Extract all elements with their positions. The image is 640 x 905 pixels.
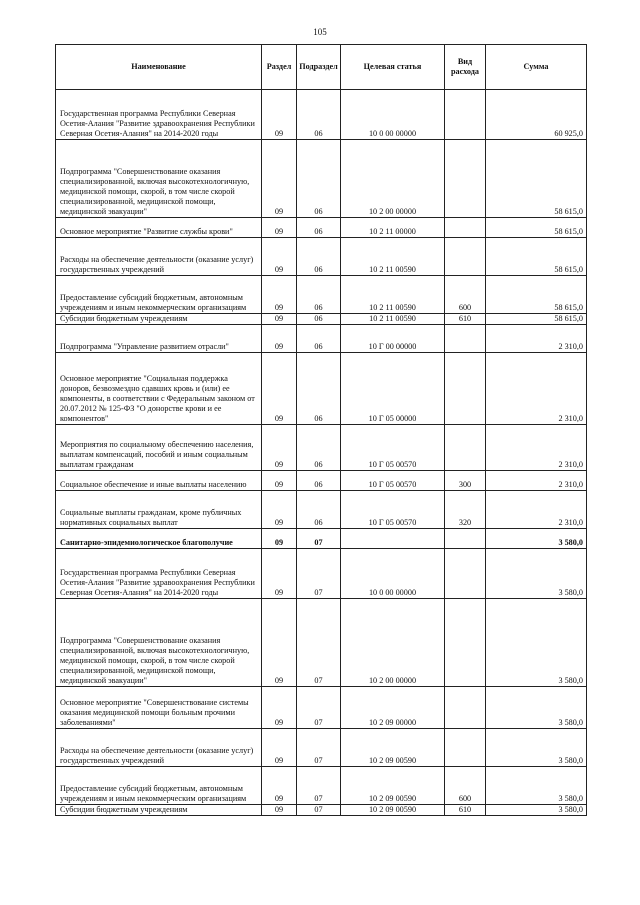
row-name: Санитарно-эпидемиологическое благополучие (56, 529, 262, 549)
row-sum: 58 615,0 (486, 140, 587, 218)
row-section: 09 (262, 687, 297, 729)
row-section: 09 (262, 276, 297, 314)
row-expense-type (445, 425, 486, 471)
row-sum: 3 580,0 (486, 767, 587, 805)
row-expense-type: 600 (445, 276, 486, 314)
row-expense-type (445, 353, 486, 425)
header-subsection: Подраздел (297, 45, 341, 90)
table-row (56, 767, 587, 805)
row-name: Предоставление субсидий бюджетным, автономным учреждениям и иным некоммерческим организациям (56, 276, 262, 314)
row-subsection: 06 (297, 471, 341, 491)
row-target: 10 0 00 00000 (341, 549, 445, 599)
row-target: 10 Г 05 00000 (341, 353, 445, 425)
row-sum: 58 615,0 (486, 276, 587, 314)
row-subsection: 06 (297, 491, 341, 529)
row-section: 09 (262, 529, 297, 549)
row-subsection: 06 (297, 276, 341, 314)
row-sum: 58 615,0 (486, 314, 587, 325)
table-row (56, 314, 587, 325)
row-sum: 2 310,0 (486, 325, 587, 353)
table-row (56, 325, 587, 353)
row-section: 09 (262, 599, 297, 687)
row-expense-type (445, 529, 486, 549)
table-row (56, 491, 587, 529)
row-subsection: 06 (297, 425, 341, 471)
row-subsection: 06 (297, 218, 341, 238)
header-name: Наименование (56, 45, 262, 90)
table-row (56, 471, 587, 491)
row-target: 10 Г 05 00570 (341, 491, 445, 529)
row-subsection: 07 (297, 767, 341, 805)
row-name: Субсидии бюджетным учреждениям (56, 805, 262, 816)
row-target: 10 Г 05 00570 (341, 471, 445, 491)
row-subsection: 07 (297, 805, 341, 816)
row-section: 09 (262, 218, 297, 238)
row-name: Основное мероприятие "Совершенствование системы оказания медицинской помощи больным прочими заболеваниями" (56, 687, 262, 729)
table-row (56, 276, 587, 314)
row-sum: 3 580,0 (486, 729, 587, 767)
row-subsection: 06 (297, 353, 341, 425)
header-section: Раздел (262, 45, 297, 90)
row-target: 10 2 09 00000 (341, 687, 445, 729)
row-expense-type (445, 90, 486, 140)
row-section: 09 (262, 238, 297, 276)
row-target: 10 0 00 00000 (341, 90, 445, 140)
row-expense-type (445, 238, 486, 276)
row-expense-type (445, 140, 486, 218)
row-expense-type: 320 (445, 491, 486, 529)
row-target: 10 2 11 00590 (341, 276, 445, 314)
row-section: 09 (262, 314, 297, 325)
row-target: 10 Г 05 00570 (341, 425, 445, 471)
row-target: 10 2 00 00000 (341, 140, 445, 218)
row-expense-type (445, 687, 486, 729)
header-expense-type: Вид расхода (445, 45, 486, 90)
row-subsection: 06 (297, 140, 341, 218)
table-row (56, 687, 587, 729)
row-section: 09 (262, 425, 297, 471)
row-name: Подпрограмма "Совершенствование оказания специализированной, включая высокотехнологичную, медицинской помощи, скорой, в том числе скорой специализированной, медицинской помощи, медицинской эвакуации" (56, 140, 262, 218)
row-sum: 2 310,0 (486, 471, 587, 491)
page-number: 105 (313, 27, 327, 37)
row-sum: 58 615,0 (486, 218, 587, 238)
row-name: Расходы на обеспечение деятельности (оказание услуг) государственных учреждений (56, 729, 262, 767)
row-name: Предоставление субсидий бюджетным, автономным учреждениям и иным некоммерческим организациям (56, 767, 262, 805)
row-name: Социальное обеспечение и иные выплаты населению (56, 471, 262, 491)
row-name: Основное мероприятие "Развитие службы крови" (56, 218, 262, 238)
row-subsection: 07 (297, 599, 341, 687)
row-section: 09 (262, 471, 297, 491)
table-row (56, 425, 587, 471)
row-subsection: 06 (297, 325, 341, 353)
row-expense-type: 610 (445, 805, 486, 816)
row-name: Субсидии бюджетным учреждениям (56, 314, 262, 325)
row-expense-type: 300 (445, 471, 486, 491)
row-sum: 3 580,0 (486, 687, 587, 729)
row-expense-type (445, 729, 486, 767)
row-name: Социальные выплаты гражданам, кроме публичных нормативных социальных выплат (56, 491, 262, 529)
row-target: 10 2 11 00590 (341, 314, 445, 325)
budget-table (55, 44, 587, 816)
row-subsection: 07 (297, 729, 341, 767)
row-target: 10 2 00 00000 (341, 599, 445, 687)
table-row (56, 805, 587, 816)
row-expense-type (445, 218, 486, 238)
row-section: 09 (262, 325, 297, 353)
table-row (56, 140, 587, 218)
row-section: 09 (262, 767, 297, 805)
row-sum: 2 310,0 (486, 353, 587, 425)
row-name: Государственная программа Республики Северная Осетия-Алания "Развитие здравоохранения Республики Северная Осетия-Алания" на 2014-2020 годы (56, 549, 262, 599)
row-section: 09 (262, 90, 297, 140)
row-subsection: 06 (297, 238, 341, 276)
row-target: 10 2 11 00590 (341, 238, 445, 276)
row-name: Государственная программа Республики Северная Осетия-Алания "Развитие здравоохранения Республики Северная Осетия-Алания" на 2014-2020 годы (56, 90, 262, 140)
row-name: Основное мероприятие "Социальная поддержка доноров, безвозмездно сдавших кровь и (или) ее компоненты, в соответствии с Федеральным законом от 20.07.2012 № 125-ФЗ "О донорстве крови и ее компонентов" (56, 353, 262, 425)
row-sum: 58 615,0 (486, 238, 587, 276)
row-subsection: 07 (297, 549, 341, 599)
row-name: Расходы на обеспечение деятельности (оказание услуг) государственных учреждений (56, 238, 262, 276)
row-section: 09 (262, 549, 297, 599)
row-sum: 3 580,0 (486, 529, 587, 549)
row-name: Подпрограмма "Совершенствование оказания специализированной, включая высокотехнологичную, медицинской помощи, скорой, в том числе скорой специализированной, медицинской помощи, медицинской эвакуации" (56, 599, 262, 687)
table-header-row (56, 45, 587, 90)
table-row (56, 218, 587, 238)
table-row (56, 729, 587, 767)
row-section: 09 (262, 805, 297, 816)
row-sum: 3 580,0 (486, 549, 587, 599)
table-row (56, 90, 587, 140)
row-sum: 2 310,0 (486, 491, 587, 529)
row-section: 09 (262, 729, 297, 767)
table-body (56, 90, 587, 816)
table-row (56, 599, 587, 687)
row-expense-type (445, 325, 486, 353)
row-sum: 60 925,0 (486, 90, 587, 140)
row-expense-type: 610 (445, 314, 486, 325)
table-row (56, 549, 587, 599)
row-section: 09 (262, 491, 297, 529)
row-target (341, 529, 445, 549)
row-target: 10 2 09 00590 (341, 729, 445, 767)
row-name: Мероприятия по социальному обеспечению населения, выплатам компенсаций, пособий и иным социальным выплатам гражданам (56, 425, 262, 471)
row-section: 09 (262, 140, 297, 218)
table-row (56, 529, 587, 549)
row-expense-type (445, 549, 486, 599)
row-subsection: 06 (297, 90, 341, 140)
row-section: 09 (262, 353, 297, 425)
row-name: Подпрограмма "Управление развитием отрасли" (56, 325, 262, 353)
table-row (56, 238, 587, 276)
row-target: 10 2 09 00590 (341, 805, 445, 816)
row-subsection: 07 (297, 687, 341, 729)
row-target: 10 2 11 00000 (341, 218, 445, 238)
row-subsection: 06 (297, 314, 341, 325)
row-subsection: 07 (297, 529, 341, 549)
row-sum: 3 580,0 (486, 599, 587, 687)
header-sum: Сумма (486, 45, 587, 90)
header-target: Целевая статья (341, 45, 445, 90)
row-expense-type (445, 599, 486, 687)
row-target: 10 2 09 00590 (341, 767, 445, 805)
row-expense-type: 600 (445, 767, 486, 805)
row-sum: 2 310,0 (486, 425, 587, 471)
row-sum: 3 580,0 (486, 805, 587, 816)
table-row (56, 353, 587, 425)
row-target: 10 Г 00 00000 (341, 325, 445, 353)
